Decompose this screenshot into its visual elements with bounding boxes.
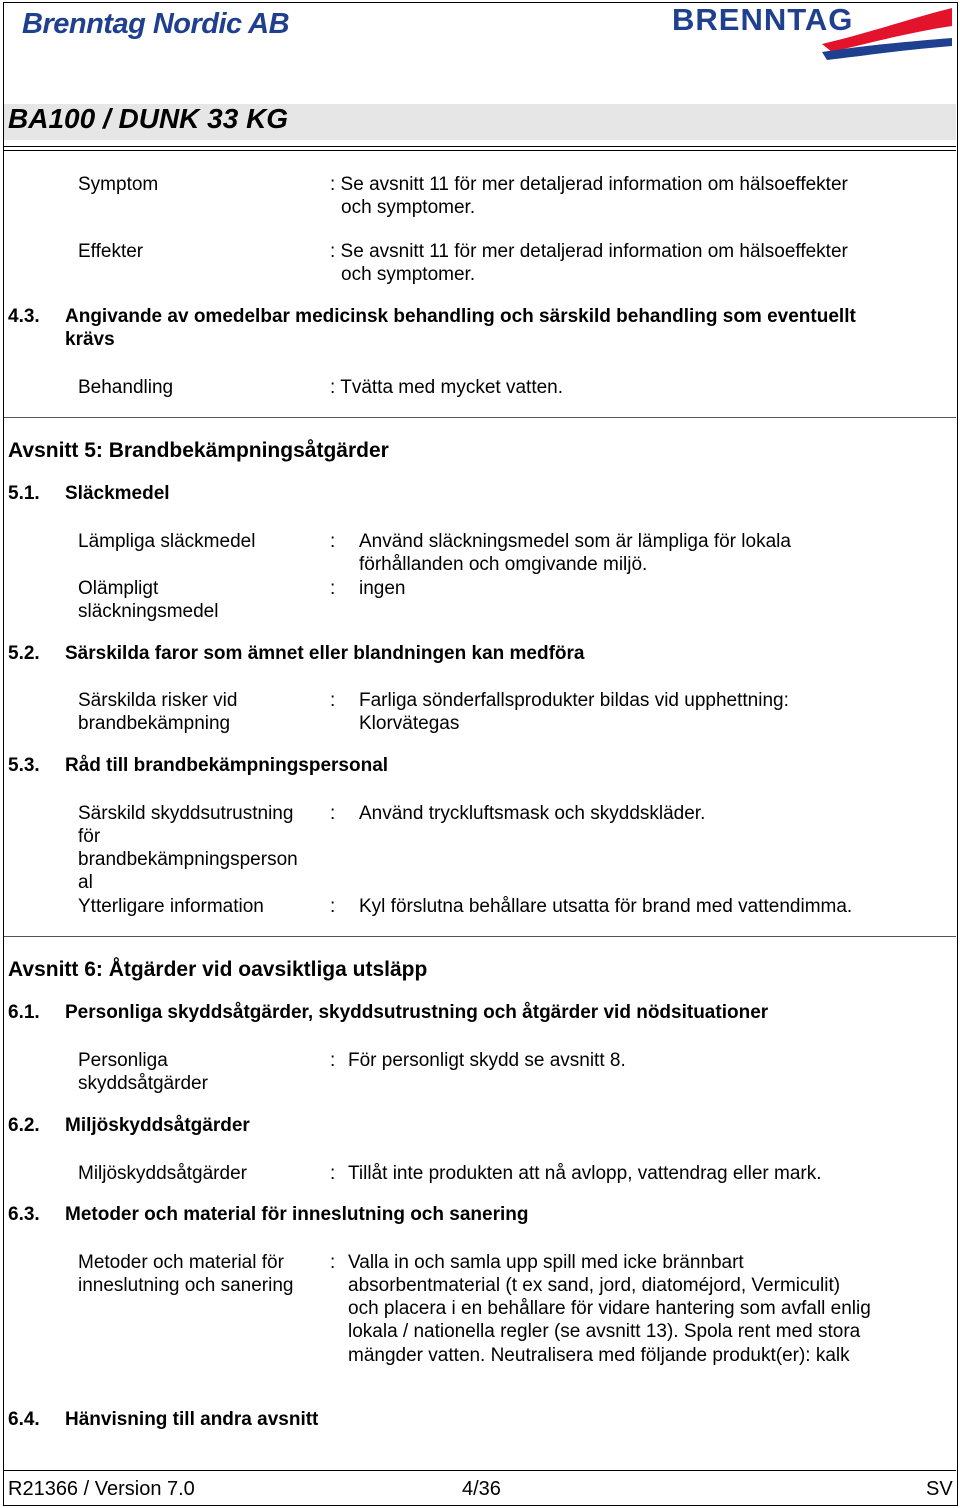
ytterligare-label: Ytterligare information: [78, 896, 264, 917]
olampligt-label-cont: släckningsmedel: [78, 601, 219, 622]
subsection-title: Hänvisning till andra avsnitt: [65, 1409, 319, 1430]
risker-label-cont: brandbekämpning: [78, 713, 231, 734]
risker-label: Särskilda risker vid: [78, 690, 238, 711]
footer-page-number: 4/36: [462, 1478, 501, 1500]
lampliga-value-cont: förhållanden och omgivande miljö.: [359, 554, 648, 575]
section-title: Avsnitt 6: Åtgärder vid oavsiktliga utsläpp: [8, 958, 428, 981]
colon: :: [330, 578, 336, 599]
subsection-title: Råd till brandbekämpningspersonal: [65, 755, 389, 776]
colon: :: [330, 690, 336, 711]
colon: :: [330, 1050, 336, 1071]
metoder-label: Metoder och material för: [78, 1252, 284, 1273]
brenntag-logo: [672, 2, 954, 62]
risker-value-cont: Klorvätegas: [359, 713, 460, 734]
subsection-title-cont: krävs: [65, 329, 115, 350]
subsection-number: 5.3.: [8, 755, 40, 776]
colon: :: [330, 803, 336, 824]
behandling-value: : Tvätta med mycket vatten.: [330, 377, 564, 398]
metoder-label-cont: inneslutning och sanering: [78, 1275, 294, 1296]
behandling-label: Behandling: [78, 377, 174, 398]
title-rule: [4, 146, 956, 147]
risker-value: Farliga sönderfallsprodukter bildas vid upphettning:: [359, 690, 789, 711]
personliga-label: Personliga: [78, 1050, 168, 1071]
footer-rule: [4, 1470, 956, 1471]
miljo-label: Miljöskyddsåtgärder: [78, 1163, 247, 1184]
subsection-title: Släckmedel: [65, 483, 170, 504]
metoder-value-cont: mängder vatten. Neutralisera med följande produkt(er): kalk: [348, 1345, 850, 1366]
miljo-value: Tillåt inte produkten att nå avlopp, vattendrag eller mark.: [348, 1163, 822, 1184]
utrustning-value: Använd tryckluftsmask och skyddskläder.: [359, 803, 706, 824]
colon: :: [330, 1163, 336, 1184]
ytterligare-value: Kyl förslutna behållare utsatta för brand med vattendimma.: [359, 896, 853, 917]
subsection-title: Särskilda faror som ämnet eller blandningen kan medföra: [65, 643, 585, 664]
section-divider: [4, 936, 956, 937]
utrustning-label-cont: för: [78, 826, 101, 847]
colon: :: [330, 896, 336, 917]
metoder-value-cont: och placera i en behållare för vidare hantering som avfall enlig: [348, 1298, 871, 1319]
symptom-label: Symptom: [78, 174, 159, 195]
symptom-value-cont: och symptomer.: [341, 197, 476, 218]
subsection-title: Personliga skyddsåtgärder, skyddsutrustning och åtgärder vid nödsituationer: [65, 1002, 769, 1023]
section-title: Avsnitt 5: Brandbekämpningsåtgärder: [8, 439, 389, 462]
footer-doc-id: R21366 / Version 7.0: [8, 1478, 195, 1500]
effekter-value: : Se avsnitt 11 för mer detaljerad information om hälsoeffekter: [330, 241, 848, 262]
subsection-title: Miljöskyddsåtgärder: [65, 1115, 250, 1136]
subsection-number: 4.3.: [8, 306, 40, 327]
personliga-value: För personligt skydd se avsnitt 8.: [348, 1050, 626, 1071]
personliga-label-cont: skyddsåtgärder: [78, 1073, 208, 1094]
lampliga-value: Använd släckningsmedel som är lämpliga för lokala: [359, 531, 791, 552]
subsection-number: 5.2.: [8, 643, 40, 664]
olampligt-label: Olämpligt: [78, 578, 159, 599]
subsection-number: 6.1.: [8, 1002, 40, 1023]
footer-language: SV: [926, 1478, 953, 1500]
utrustning-label-cont: brandbekämpningsperson: [78, 849, 298, 870]
title-rule: [4, 150, 956, 151]
subsection-title: Metoder och material för inneslutning och sanering: [65, 1204, 529, 1225]
subsection-number: 6.3.: [8, 1204, 40, 1225]
metoder-value: Valla in och samla upp spill med icke brännbart: [348, 1252, 744, 1273]
subsection-number: 5.1.: [8, 483, 40, 504]
olampligt-value: ingen: [359, 578, 406, 599]
subsection-number: 6.2.: [8, 1115, 40, 1136]
effekter-value-cont: och symptomer.: [341, 264, 476, 285]
metoder-value-cont: lokala / nationella regler (se avsnitt 13). Spola rent med stora: [348, 1321, 861, 1342]
colon: :: [330, 531, 336, 552]
utrustning-label-cont: al: [78, 872, 93, 893]
brenntag-logo-text: BRENNTAG: [672, 2, 854, 37]
utrustning-label: Särskild skyddsutrustning: [78, 803, 294, 824]
lampliga-label: Lämpliga släckmedel: [78, 531, 256, 552]
subsection-title: Angivande av omedelbar medicinsk behandling och särskild behandling som eventuellt: [65, 306, 856, 327]
colon: :: [330, 1252, 336, 1273]
company-name: Brenntag Nordic AB: [22, 8, 290, 40]
metoder-value-cont: absorbentmaterial (t ex sand, jord, diatoméjord, Vermiculit): [348, 1275, 841, 1296]
product-title: BA100 / DUNK 33 KG: [8, 103, 289, 134]
effekter-label: Effekter: [78, 241, 144, 262]
symptom-value: : Se avsnitt 11 för mer detaljerad information om hälsoeffekter: [330, 174, 848, 195]
subsection-number: 6.4.: [8, 1409, 40, 1430]
section-divider: [4, 417, 956, 418]
